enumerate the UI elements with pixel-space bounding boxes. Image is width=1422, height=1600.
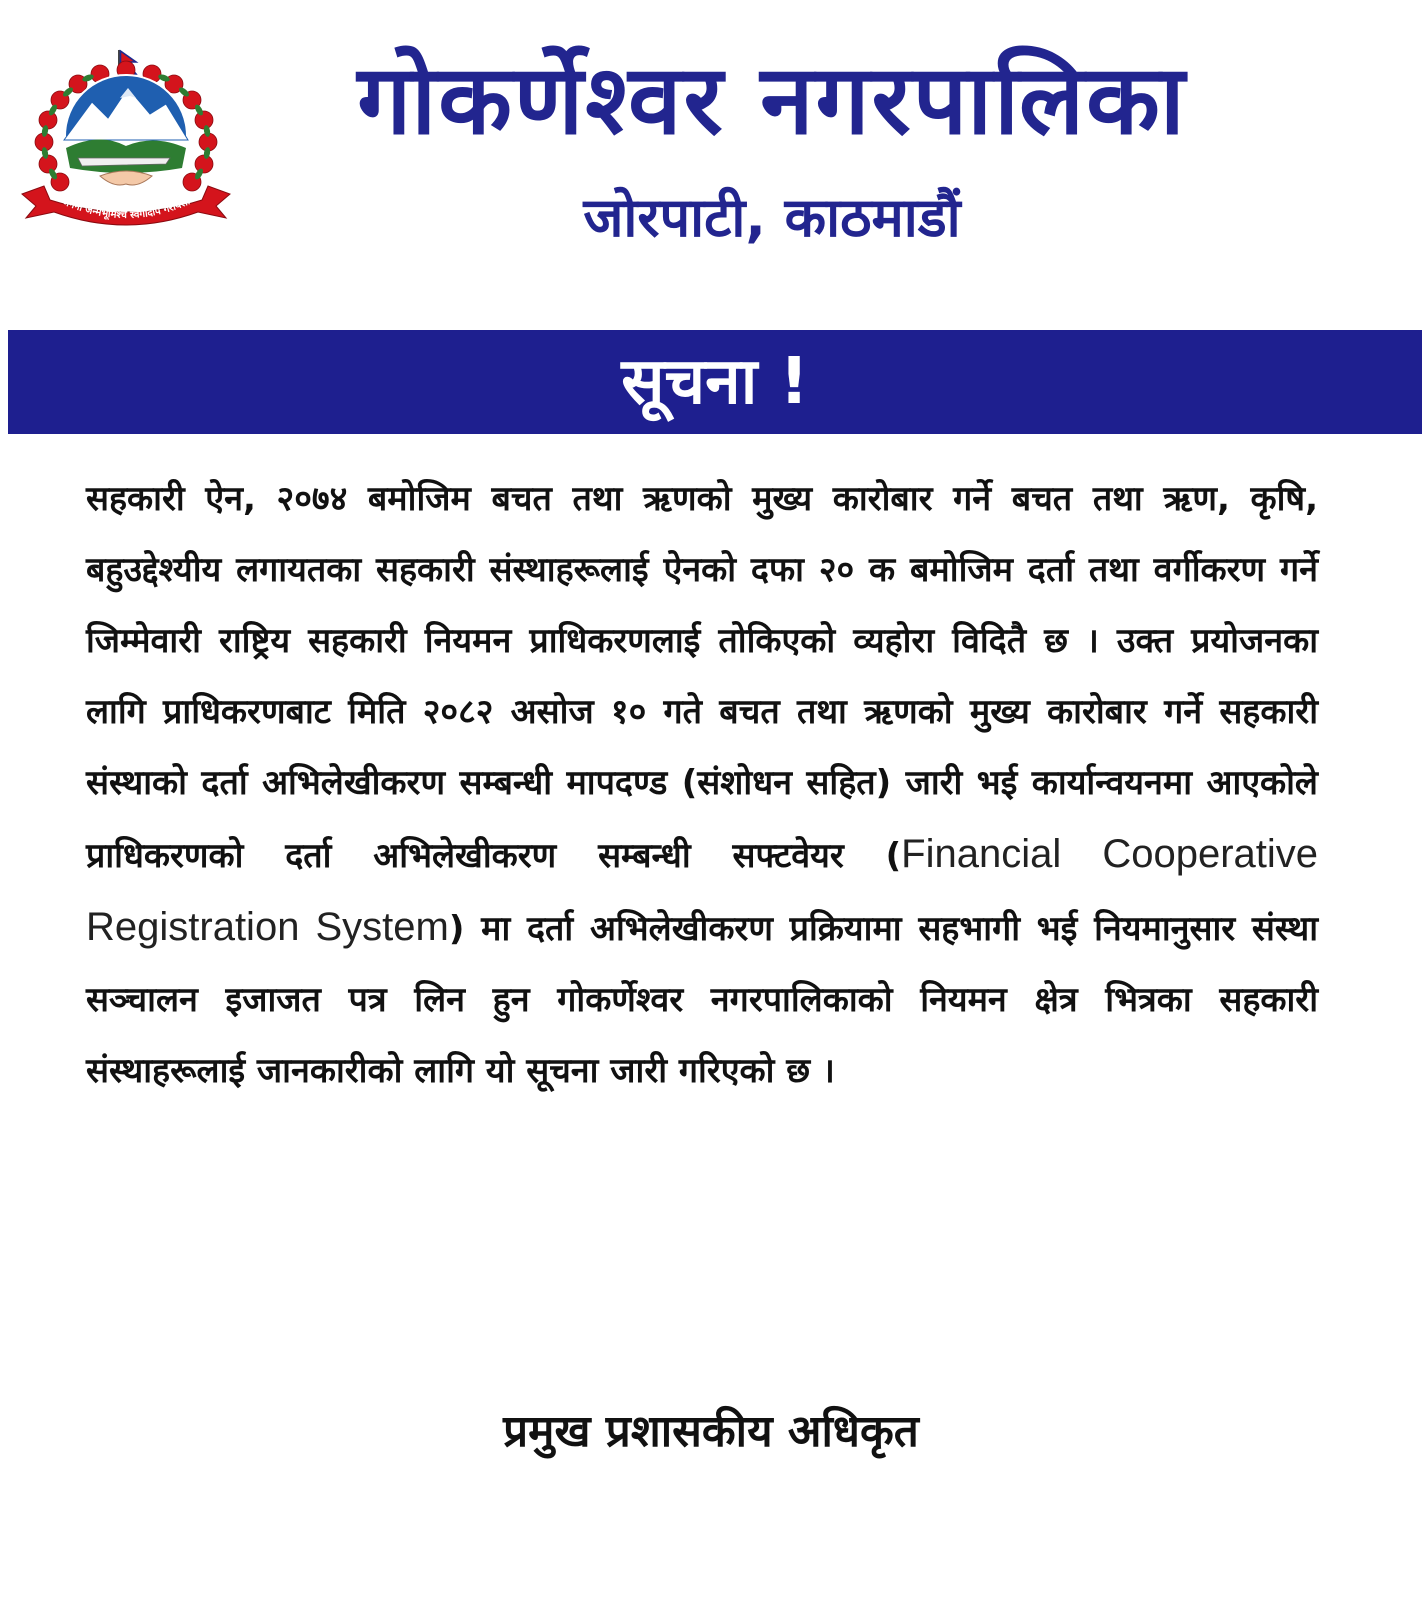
- notice-title: सूचना !: [621, 345, 809, 419]
- emblem-motto: जननी जन्मभूमिश्च स्वर्गादपि गरीयसी: [60, 196, 192, 222]
- notice-body-english-system-name: Financial Cooperative Registration System: [86, 832, 1319, 949]
- nepal-government-emblem-icon: [20, 48, 232, 228]
- organization-name: गोकर्णेश्वर नगरपालिका: [357, 44, 1187, 156]
- notice-body-text-part2: ) मा दर्ता अभिलेखीकरण प्रक्रियामा सहभागी भई नियमानुसार संस्था सञ्चालन इजाजत पत्र लिन हुन गोकर्णेश्वर नगरपालिकाको नियमन क्षेत्र भित्रका सहकारी संस्थाहरूलाई जानकारीको लागि यो सूचना जारी गरिएको छ ।: [86, 909, 1318, 1091]
- organization-address: जोरपाटी, काठमाडौं: [583, 186, 961, 249]
- notice-body: [86, 464, 1318, 1107]
- notice-body-text-part1: सहकारी ऐन, २०७४ बमोजिम बचत तथा ऋणको मुख्य कारोबार गर्ने बचत तथा ऋण, कृषि, बहुउद्देश्यीय लगायतका सहकारी संस्थाहरूलाई ऐनको दफा २० क बमोजिम दर्ता तथा वर्गीकरण गर्ने जिम्मेवारी राष्ट्रिय सहकारी नियमन प्राधिकरणलाई तोकिएको व्यहोरा विदितै छ । उक्त प्रयोजनका लागि प्राधिकरणबाट मिति २०८२ असोज १० गते बचत तथा ऋणको मुख्य कारोबार गर्ने सहकारी संस्थाको दर्ता अभिलेखीकरण सम्बन्धी मापदण्ड (संशोधन सहित) जारी भई कार्यान्वयनमा आएकोले प्राधिकरणको दर्ता अभिलेखीकरण सम्बन्धी सफ्टवेयर (: [86, 479, 1318, 876]
- signatory-title: प्रमुख प्रशासकीय अधिकृत: [503, 1406, 919, 1457]
